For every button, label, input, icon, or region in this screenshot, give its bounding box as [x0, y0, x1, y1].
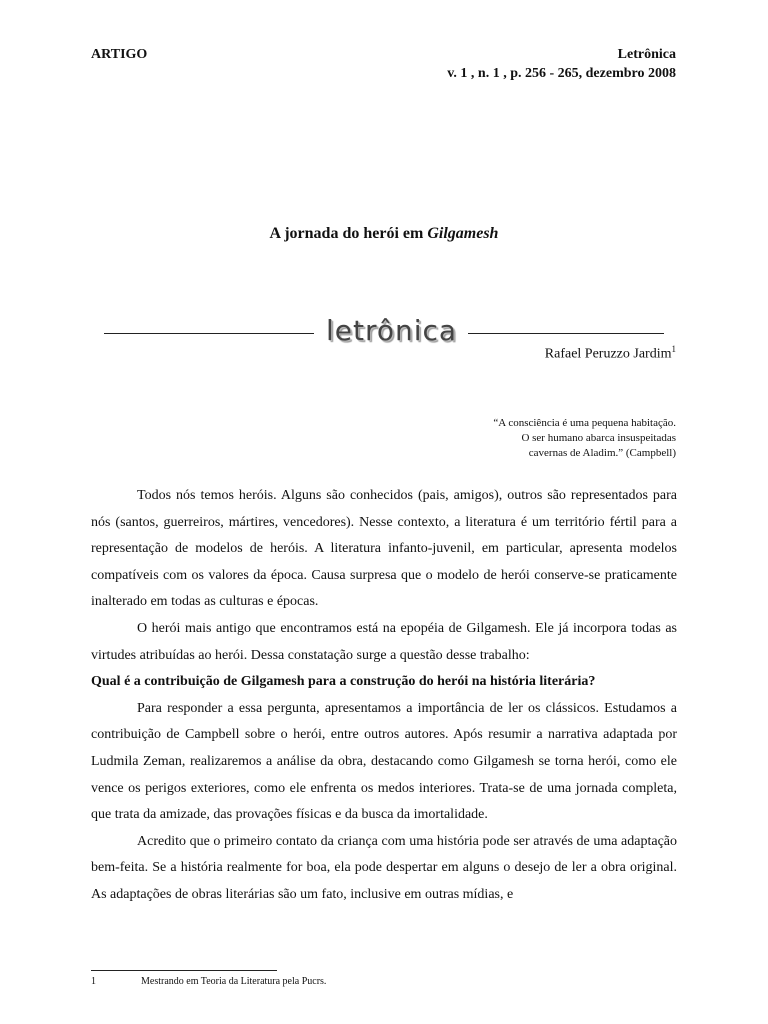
epigraph-line: “A consciência é uma pequena habitação.	[493, 417, 676, 429]
author-name: Rafael Peruzzo Jardim	[544, 346, 672, 362]
author-byline	[545, 344, 676, 363]
research-question: Qual é a contribuição de Gilgamesh para a construção do herói na história literária?	[91, 674, 596, 690]
footnote-marker: 1	[671, 344, 676, 354]
logo-rule-right	[468, 333, 664, 334]
title-main: A jornada do herói em	[269, 225, 428, 242]
title-italic: Gilgamesh	[427, 225, 499, 242]
footnote-number: 1	[91, 976, 96, 987]
logo-wordmark: letrônica	[326, 314, 458, 347]
section-label: ARTIGO	[91, 47, 148, 62]
epigraph	[376, 416, 676, 461]
article-body	[91, 483, 677, 909]
footnote-divider	[91, 970, 277, 971]
footnote	[91, 976, 326, 987]
volume-issue: v. 1 , n. 1 , p. 256 - 265, dezembro 2008	[447, 66, 676, 81]
epigraph-line: O ser humano abarca insuspeitadas	[521, 432, 676, 444]
journal-name: Letrônica	[617, 47, 676, 62]
paragraph: Todos nós temos heróis. Alguns são conhecidos (pais, amigos), outros são representados para nós (santos, guerreiros, mártires, vencedores). Nesse contexto, a literatura é um território fértil para a representação de modelos de heróis. A literatura infanto-juvenil, em particular, apresenta modelos compatíveis com os valores da época. Causa surpresa que o modelo de herói conserve-se praticamente inalterado em todas as culturas e épocas.	[91, 488, 677, 610]
logo-rule-left	[104, 333, 314, 334]
epigraph-line: cavernas de Aladim.” (Campbell)	[528, 447, 676, 459]
footnote-text: Mestrando em Teoria da Literatura pela Pucrs.	[141, 976, 327, 987]
paragraph: O herói mais antigo que encontramos está na epopéia de Gilgamesh. Ele já incorpora todas as virtudes atribuídas ao herói. Dessa constatação surge a questão desse trabalho:	[91, 620, 677, 663]
article-title	[0, 225, 768, 243]
paragraph: Para responder a essa pergunta, apresentamos a importância de ler os clássicos. Estudamos a contribuição de Campbell sobre o herói, entre outros autores. Após resumir a narrativa adaptada por Ludmila Zeman, realizaremos a análise da obra, destacando como Gilgamesh se torna herói, como ele vence os perigos exteriores, como ele enfrenta os medos interiores. Trata-se de uma jornada completa, que trata da amizade, das provações físicas e da busca da imortalidade.	[91, 700, 677, 823]
journal-citation	[447, 45, 676, 83]
paragraph: Acredito que o primeiro contato da criança com uma história pode ser através de uma adaptação bem-feita. Se a história realmente for boa, ela pode despertar em alguns o desejo de ler a obra original. As adaptações de obras literárias são um fato, inclusive em outras mídias, e	[91, 833, 677, 902]
